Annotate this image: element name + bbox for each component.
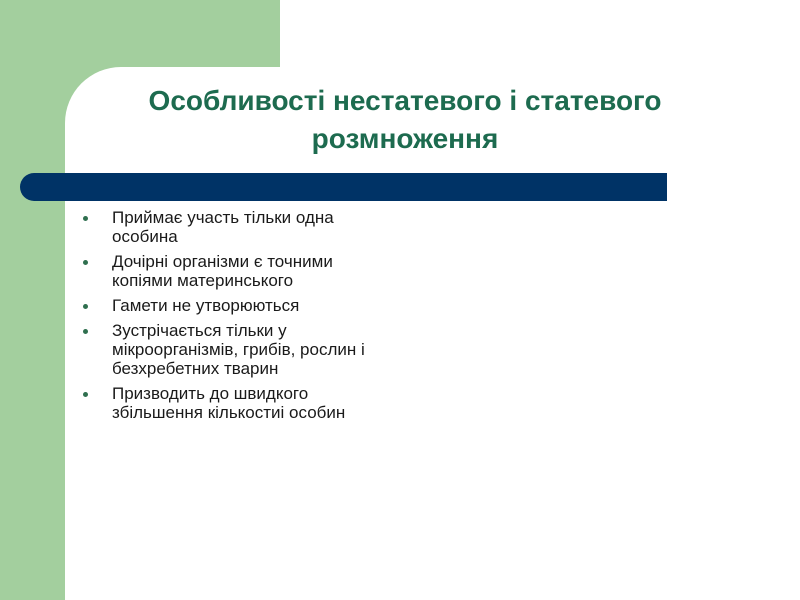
bullet-text: Дочірні організми є точними копіями материнського <box>112 252 333 290</box>
slide-title-line-1: Особливості нестатевого і статевого <box>148 85 662 116</box>
bullet-item <box>82 208 382 246</box>
bullet-text: Приймає участь тільки одна особина <box>112 208 334 246</box>
bullet-item <box>82 384 382 422</box>
bullet-dot-icon <box>83 329 88 334</box>
bullet-list <box>82 208 382 428</box>
slide-title-line-2: розмноження <box>311 123 499 154</box>
bullet-item <box>82 252 382 290</box>
slide-title <box>70 82 740 158</box>
title-underline-bar <box>20 173 667 201</box>
bullet-text: Гамети не утворюються <box>112 296 300 315</box>
bullet-item <box>82 321 382 378</box>
bullet-item <box>82 296 382 315</box>
bullet-text: Зустрічається тільки у мікроорганізмів, грибів, рослин і безхребетних тварин <box>112 321 365 378</box>
bullet-text: Призводить до швидкого збільшення кількостиі особин <box>112 384 346 422</box>
bullet-dot-icon <box>83 260 88 265</box>
bullet-dot-icon <box>83 304 88 309</box>
bullet-dot-icon <box>83 216 88 221</box>
bullet-dot-icon <box>83 392 88 397</box>
